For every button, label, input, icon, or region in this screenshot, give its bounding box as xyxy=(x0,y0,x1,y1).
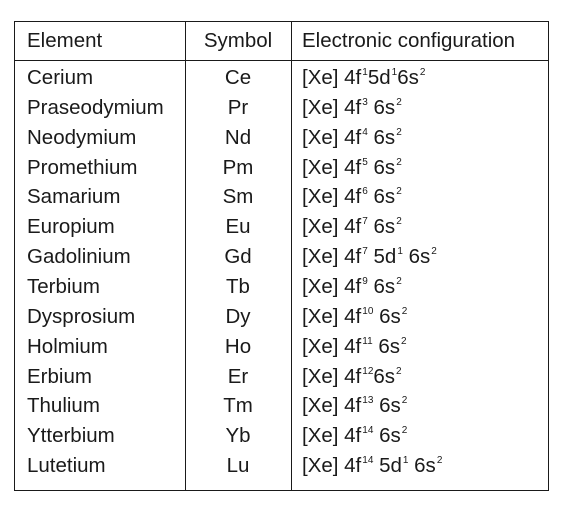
config-term: [Xe] 4f xyxy=(302,155,362,179)
config-term: 6s xyxy=(367,274,396,298)
cell-element: Europium xyxy=(27,215,115,239)
lanthanide-configuration-table xyxy=(14,21,549,491)
config-superscript: 1 xyxy=(397,246,403,258)
cell-element: Gadolinium xyxy=(27,245,131,269)
config-superscript: 2 xyxy=(419,67,426,78)
cell-element: Terbium xyxy=(27,274,100,298)
config-superscript: 10 xyxy=(362,305,374,317)
config-superscript: 2 xyxy=(396,156,402,168)
config-superscript: 6 xyxy=(362,186,368,198)
header-configuration: Electronic configuration xyxy=(302,29,516,52)
cell-symbol: Nd xyxy=(224,125,252,149)
config-superscript: 2 xyxy=(431,246,437,258)
config-term: [Xe] 4f xyxy=(302,424,362,448)
config-term: [Xe] 4f xyxy=(302,304,362,328)
config-superscript: 1 xyxy=(362,67,368,78)
config-superscript: 9 xyxy=(362,275,368,287)
config-superscript: 2 xyxy=(396,96,402,108)
config-term: 6s xyxy=(373,394,401,418)
config-term: [Xe] 4f xyxy=(302,274,362,298)
cell-element: Praseodymium xyxy=(27,95,164,119)
cell-symbol: Ce xyxy=(224,66,252,89)
cell-symbol: Yb xyxy=(225,424,251,448)
config-superscript: 2 xyxy=(396,365,402,377)
header-element: Element xyxy=(27,29,103,52)
cell-symbol: Dy xyxy=(225,304,251,328)
cell-element: Ytterbium xyxy=(27,424,115,448)
config-superscript: 14 xyxy=(362,455,374,467)
config-term: [Xe] 4f xyxy=(302,334,362,358)
config-superscript: 2 xyxy=(436,455,443,467)
cell-symbol: Gd xyxy=(224,245,252,269)
config-superscript: 14 xyxy=(362,425,374,437)
config-superscript: 2 xyxy=(401,395,408,407)
config-term: 6s xyxy=(373,424,401,448)
config-term: [Xe] 4f xyxy=(302,66,362,89)
cell-symbol: Er xyxy=(227,364,249,388)
cell-element: Dysprosium xyxy=(27,304,136,328)
config-term: [Xe] 4f xyxy=(302,454,362,478)
cell-configuration xyxy=(302,451,442,485)
cell-symbol: Lu xyxy=(226,454,250,478)
cell-element: Lutetium xyxy=(27,454,106,478)
config-superscript: 7 xyxy=(362,246,368,258)
config-term: 6s xyxy=(408,454,436,478)
config-term: [Xe] 4f xyxy=(302,394,362,418)
cell-symbol: Ho xyxy=(224,334,252,358)
cell-element: Samarium xyxy=(27,185,121,209)
config-superscript: 2 xyxy=(401,305,408,317)
config-term: [Xe] 4f xyxy=(302,125,362,149)
cell-symbol: Tm xyxy=(223,394,253,418)
config-term: 6s xyxy=(373,304,401,328)
config-term: 6s xyxy=(397,66,419,89)
config-term: 6s xyxy=(367,155,396,179)
column-divider-symbol-configuration xyxy=(291,22,292,490)
config-superscript: 2 xyxy=(401,335,407,347)
config-term: [Xe] 4f xyxy=(302,245,362,269)
cell-symbol: Pr xyxy=(227,95,249,119)
config-superscript: 12 xyxy=(362,365,374,377)
config-term: [Xe] 4f xyxy=(302,215,362,239)
cell-symbol: Pm xyxy=(222,155,254,179)
config-superscript: 1 xyxy=(402,455,409,467)
cell-symbol: Sm xyxy=(222,185,254,209)
config-superscript: 4 xyxy=(362,126,368,138)
config-superscript: 2 xyxy=(396,275,402,287)
cell-element: Thulium xyxy=(27,394,100,418)
config-term: 6s xyxy=(402,245,431,269)
config-superscript: 5 xyxy=(362,156,368,168)
config-superscript: 3 xyxy=(362,96,368,108)
config-superscript: 2 xyxy=(396,126,402,138)
config-term: 5d xyxy=(367,66,391,89)
config-term: 6s xyxy=(372,334,401,358)
config-term: [Xe] 4f xyxy=(302,185,362,209)
header-divider xyxy=(15,60,548,61)
config-superscript: 2 xyxy=(401,425,408,437)
cell-element: Holmium xyxy=(27,334,108,358)
cell-element: Cerium xyxy=(27,66,94,89)
config-superscript: 13 xyxy=(362,395,374,407)
config-superscript: 7 xyxy=(362,216,368,228)
config-term: 6s xyxy=(367,125,396,149)
cell-element: Neodymium xyxy=(27,125,137,149)
config-term: 6s xyxy=(367,95,396,119)
config-term: 5d xyxy=(367,245,397,269)
cell-symbol: Eu xyxy=(225,215,251,239)
config-term: [Xe] 4f xyxy=(302,95,362,119)
config-term: 6s xyxy=(367,185,396,209)
config-superscript: 2 xyxy=(396,186,402,198)
config-superscript: 11 xyxy=(362,335,373,347)
config-superscript: 2 xyxy=(396,216,402,228)
cell-element: Erbium xyxy=(27,364,92,388)
config-superscript: 1 xyxy=(391,67,398,78)
config-term: 6s xyxy=(373,364,396,388)
config-term: [Xe] 4f xyxy=(302,364,362,388)
header-symbol: Symbol xyxy=(203,29,273,52)
cell-element: Promethium xyxy=(27,155,138,179)
config-term: 6s xyxy=(367,215,396,239)
cell-symbol: Tb xyxy=(226,274,250,298)
config-term: 5d xyxy=(373,454,402,478)
